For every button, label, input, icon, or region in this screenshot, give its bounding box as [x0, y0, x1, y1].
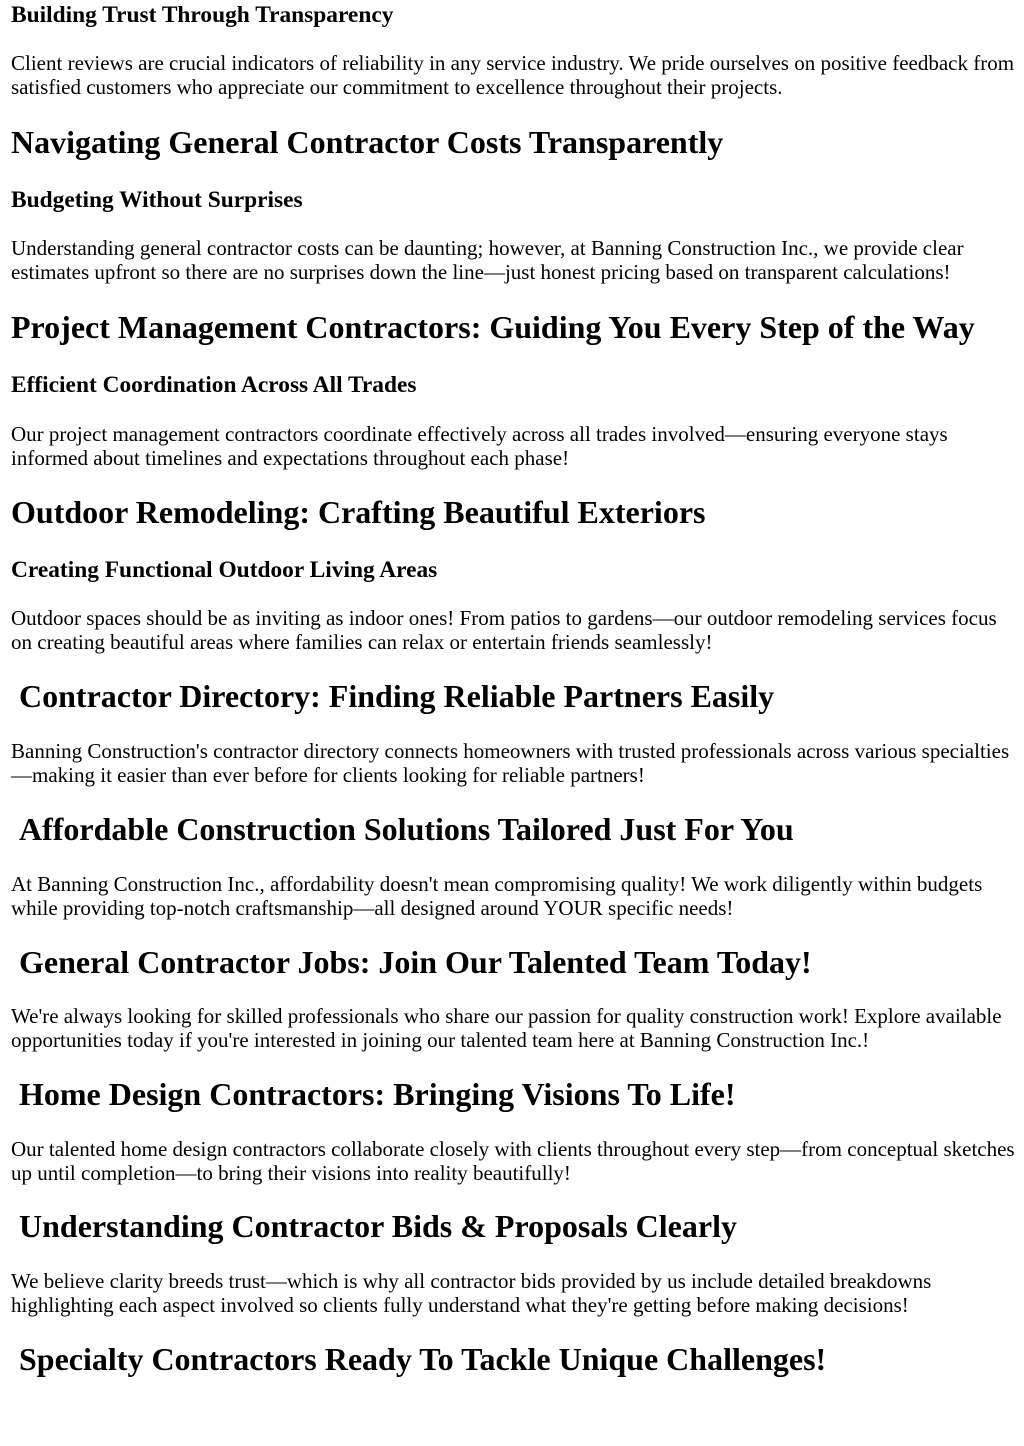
- heading-affordable-solutions: Affordable Construction Solutions Tailored Just For You: [19, 811, 794, 847]
- subheading-outdoor-living: Creating Functional Outdoor Living Areas: [11, 557, 438, 583]
- heading-contractor-jobs: General Contractor Jobs: Join Our Talented Team Today!: [19, 944, 812, 980]
- heading-contractor-bids: Understanding Contractor Bids & Proposals Clearly: [19, 1208, 737, 1244]
- heading-outdoor-remodeling: Outdoor Remodeling: Crafting Beautiful Exteriors: [11, 494, 706, 530]
- heading-home-design: Home Design Contractors: Bringing Visions To Life!: [19, 1076, 736, 1112]
- subheading-budgeting: Budgeting Without Surprises: [11, 187, 303, 213]
- paragraph-affordable-solutions: At Banning Construction Inc., affordability doesn't mean compromising quality! We work diligently within budgets while providing top-notch craftsmanship—all designed around YOUR specific needs!: [11, 872, 983, 920]
- paragraph-home-design: Our talented home design contractors collaborate closely with clients throughout every step—from conceptual sketches up until completion—to bring their visions into reality beautifully!: [11, 1137, 1015, 1185]
- heading-project-management: Project Management Contractors: Guiding You Every Step of the Way: [11, 309, 975, 345]
- paragraph-contractor-directory: Banning Construction's contractor directory connects homeowners with trusted professionals across various specialties—making it easier than ever before for clients looking for reliable partners!: [11, 739, 1010, 787]
- heading-general-contractor-costs: Navigating General Contractor Costs Transparently: [11, 124, 724, 160]
- paragraph-project-management: Our project management contractors coordinate effectively across all trades involved—ensuring everyone stays informed about timelines and expectations throughout each phase!: [11, 422, 948, 470]
- paragraph-outdoor-remodeling: Outdoor spaces should be as inviting as indoor ones! From patios to gardens—our outdoor remodeling services focus on creating beautiful areas where families can relax or entertain friends seamlessly!: [11, 606, 997, 654]
- subheading-building-trust: Building Trust Through Transparency: [11, 2, 394, 28]
- paragraph-contractor-bids: We believe clarity breeds trust—which is why all contractor bids provided by us include detailed breakdowns highlighting each aspect involved so clients fully understand what they're getting before making decisions!: [11, 1269, 932, 1317]
- paragraph-contractor-jobs: We're always looking for skilled professionals who share our passion for quality construction work! Explore available opportunities today if you're interested in joining our talented team here at Banning Construction Inc.!: [11, 1004, 1002, 1052]
- heading-contractor-directory: Contractor Directory: Finding Reliable Partners Easily: [19, 678, 775, 714]
- paragraph-budgeting: Understanding general contractor costs can be daunting; however, at Banning Construction Inc., we provide clear estimates upfront so there are no surprises down the line—just honest pricing based on transparent calculations!: [11, 236, 964, 284]
- paragraph-client-reviews: Client reviews are crucial indicators of reliability in any service industry. We pride ourselves on positive feedback from satisfied customers who appreciate our commitment to excellence throughout their projects.: [11, 51, 1015, 99]
- subheading-efficient-coordination: Efficient Coordination Across All Trades: [11, 372, 417, 398]
- heading-specialty-contractors: Specialty Contractors Ready To Tackle Unique Challenges!: [19, 1341, 827, 1377]
